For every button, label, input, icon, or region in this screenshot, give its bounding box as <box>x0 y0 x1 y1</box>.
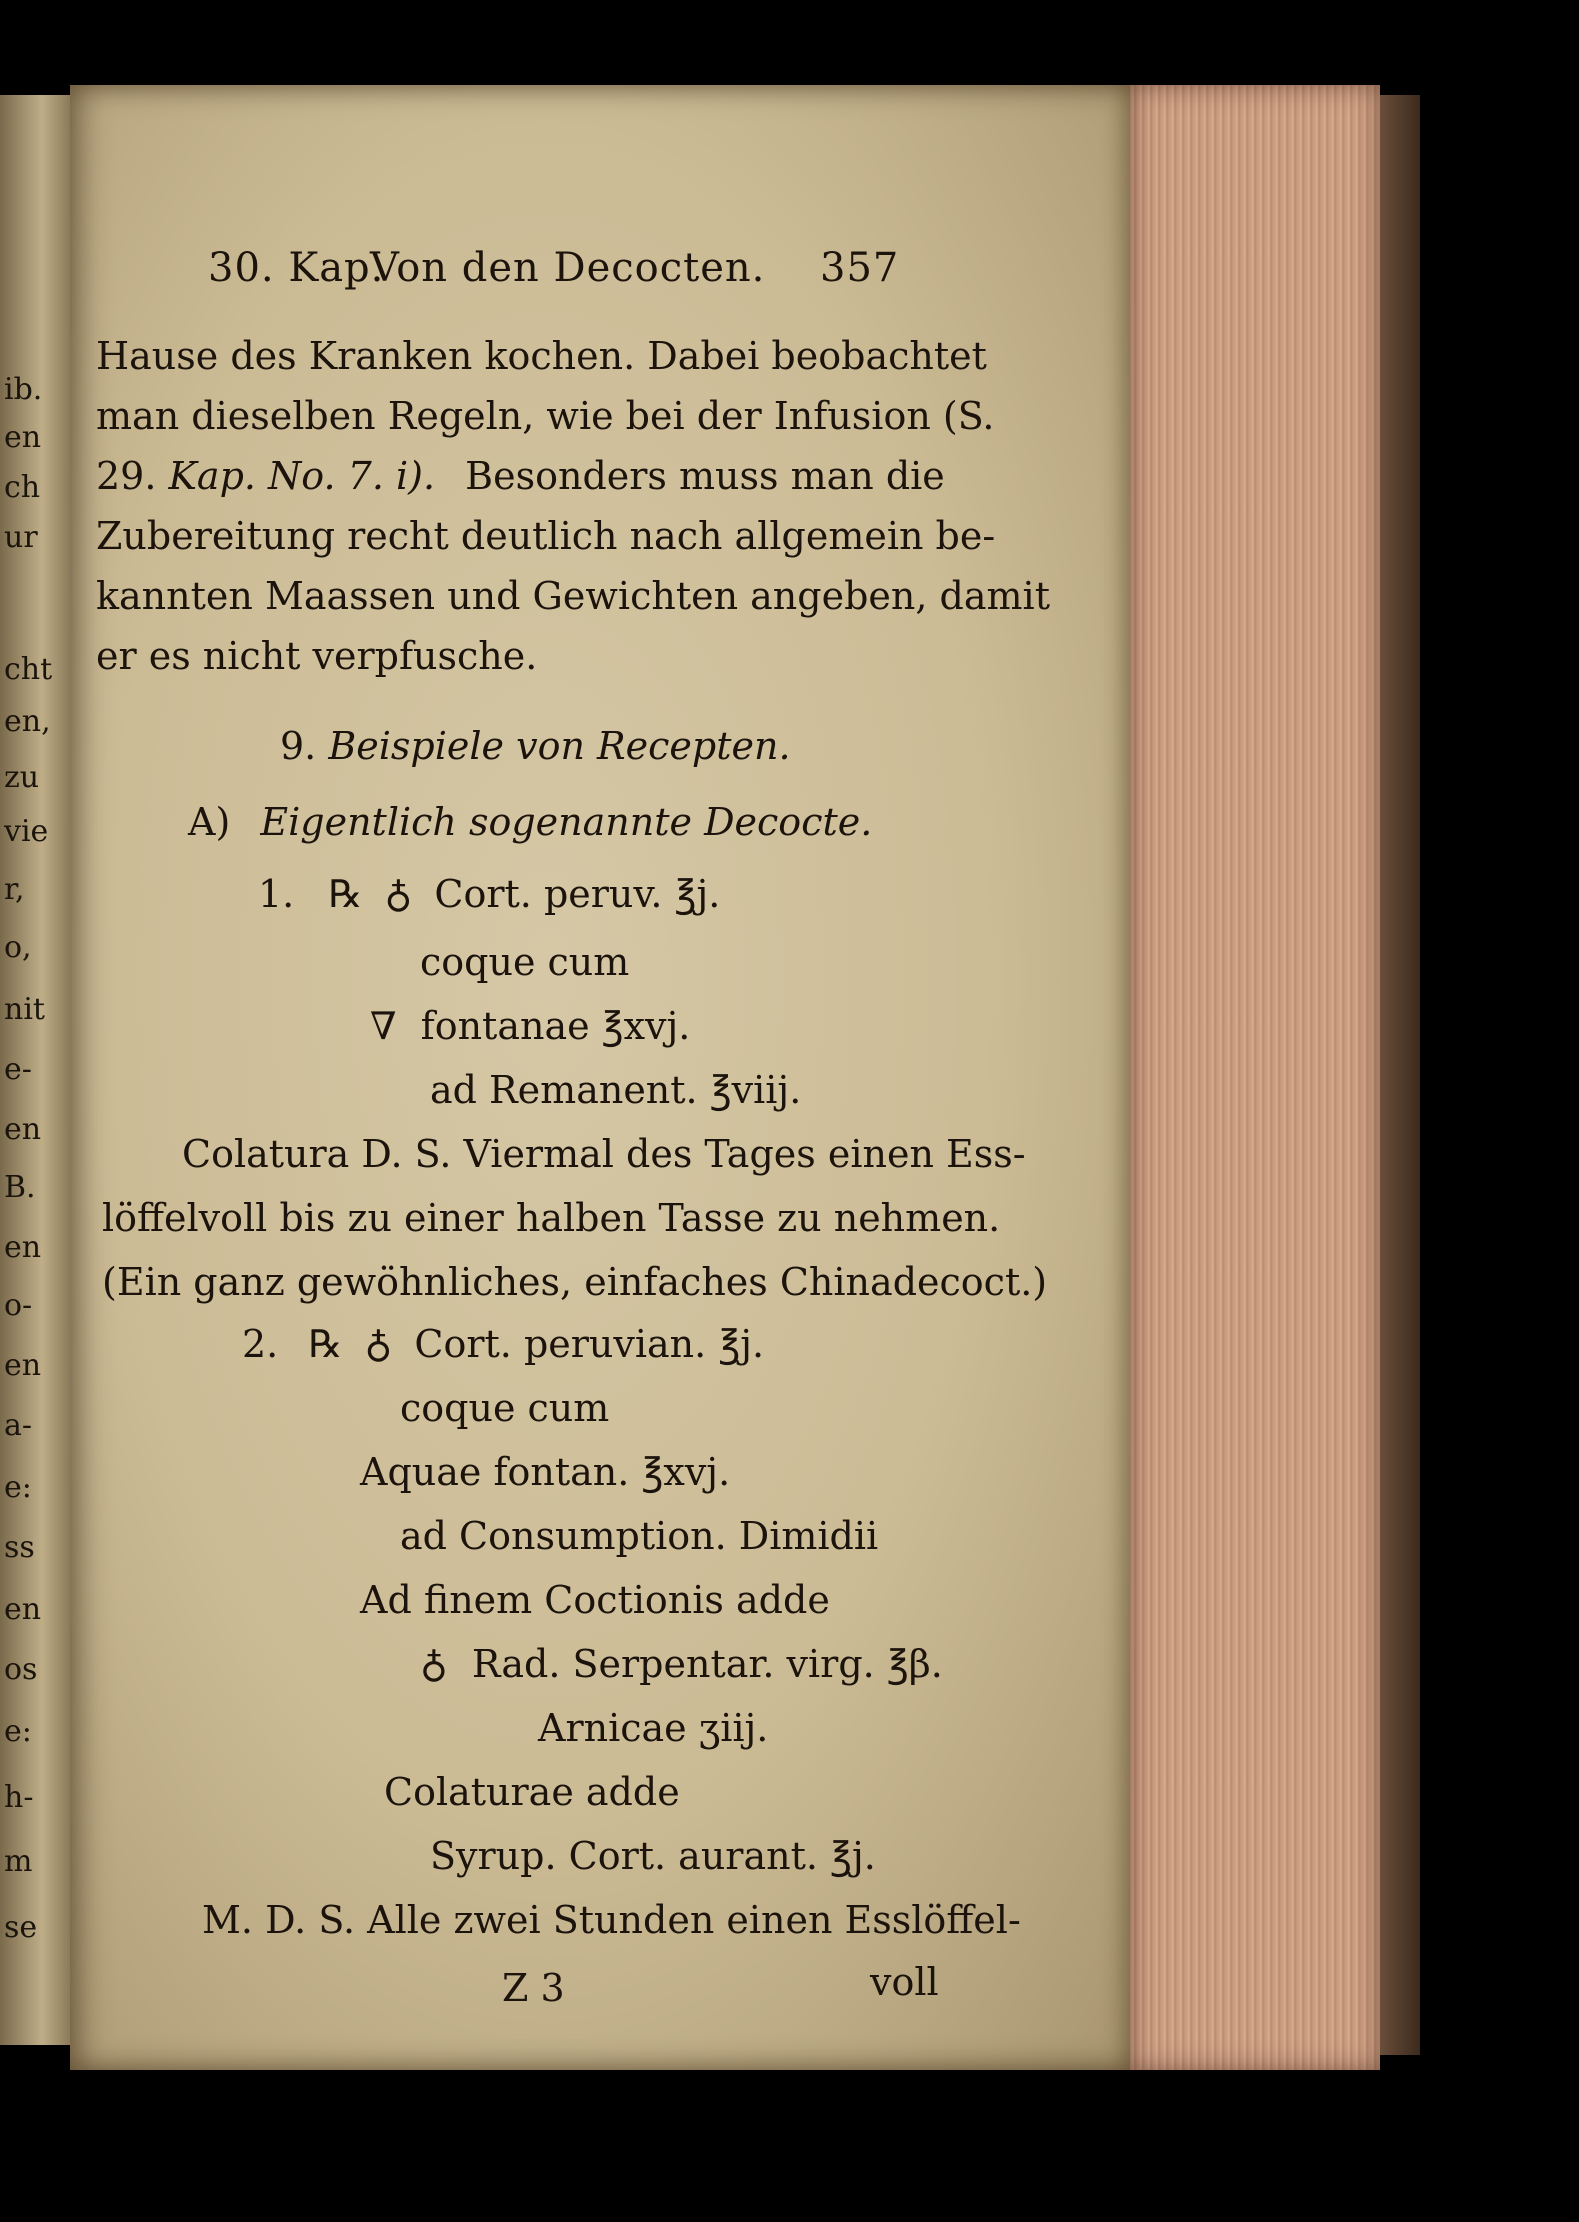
recipe-rx-symbol: ℞ <box>328 872 363 916</box>
page-block-edge <box>1130 85 1380 2070</box>
previous-page-fragment <box>0 95 70 2045</box>
catchword: voll <box>870 1960 939 2004</box>
margin-fragment: en <box>4 1592 42 1627</box>
recipe-number: 1. <box>258 872 295 916</box>
margin-fragment: zu <box>4 760 40 795</box>
body-text: Besonders muss man die <box>465 454 945 498</box>
section-heading <box>280 724 791 768</box>
margin-fragment: o- <box>4 1288 33 1323</box>
margin-fragment: nit <box>4 992 45 1027</box>
margin-fragment: cht <box>4 652 53 687</box>
recipe-line: ad Consumption. Dimidii <box>400 1514 879 1558</box>
recipe-text: Rad. Serpentar. virg. ℥β. <box>471 1642 943 1686</box>
body-ref-text: Kap. No. 7. i). <box>168 454 436 498</box>
recipe-text: fontanae ℥xvj. <box>420 1004 691 1048</box>
book-page <box>70 85 1130 2070</box>
margin-fragment: r, <box>4 872 25 907</box>
running-head-title: Von den Decocten. <box>370 245 766 291</box>
body-line: Hause des Kranken kochen. Dabei beobachtet <box>96 334 987 378</box>
margin-fragment: en <box>4 420 42 455</box>
margin-fragment: o, <box>4 930 32 965</box>
recipe-line: Syrup. Cort. aurant. ℥j. <box>430 1834 876 1878</box>
margin-fragment: B. <box>4 1170 36 1205</box>
section-number: 9. <box>280 724 317 768</box>
body-line: man dieselben Regeln, wie bei der Infusion (S. <box>96 394 995 438</box>
recipe-mark-symbol: ♁ <box>364 1322 393 1366</box>
recipe-line: Ad finem Coctionis adde <box>360 1578 830 1622</box>
subsection-title: Eigentlich sogenannte Decocte. <box>260 800 873 844</box>
margin-fragment: ss <box>4 1530 35 1565</box>
body-line: kannten Maassen und Gewichten angeben, damit <box>96 574 1050 618</box>
body-ref-num: 29. <box>96 454 157 498</box>
book-cover-edge <box>1380 95 1420 2055</box>
recipe-line <box>242 1322 765 1366</box>
margin-fragment: ib. <box>4 372 43 407</box>
recipe-text: Cort. peruvian. ℥j. <box>414 1322 765 1366</box>
recipe-line: Colatura D. S. Viermal des Tages einen Ess- <box>182 1132 1026 1176</box>
margin-fragment: ur <box>4 520 38 555</box>
margin-fragment: m <box>4 1844 33 1879</box>
water-symbol: ∇ <box>370 1004 397 1048</box>
page-number: 357 <box>820 245 900 291</box>
margin-fragment: en, <box>4 704 51 739</box>
margin-fragment: en <box>4 1112 42 1147</box>
margin-fragment: h- <box>4 1780 34 1815</box>
recipe-line <box>370 1004 691 1048</box>
recipe-line: coque cum <box>400 1386 610 1430</box>
margin-fragment: vie <box>4 814 49 849</box>
recipe-mark-symbol: ♁ <box>384 872 413 916</box>
margin-fragment: a- <box>4 1408 33 1443</box>
body-line: er es nicht verpfusche. <box>96 634 538 678</box>
section-title: Beispiele von Recepten. <box>328 724 791 768</box>
recipe-line <box>420 1642 943 1686</box>
margin-fragment: en <box>4 1230 42 1265</box>
recipe-line: ad Remanent. ℥viij. <box>430 1068 802 1112</box>
recipe-number: 2. <box>242 1322 279 1366</box>
recipe-line: löffelvoll bis zu einer halben Tasse zu nehmen. <box>102 1196 1001 1240</box>
recipe-line: coque cum <box>420 940 630 984</box>
subsection-label: A) <box>188 800 231 844</box>
margin-fragment: en <box>4 1348 42 1383</box>
margin-fragment: e: <box>4 1714 32 1749</box>
signature-mark: Z 3 <box>502 1966 565 2010</box>
margin-fragment: ch <box>4 470 41 505</box>
body-line <box>96 454 945 498</box>
recipe-rx-symbol: ℞ <box>308 1322 343 1366</box>
recipe-line: Colaturae adde <box>384 1770 680 1814</box>
margin-fragment: e- <box>4 1052 32 1087</box>
margin-fragment: os <box>4 1652 38 1687</box>
recipe-text: Cort. peruv. ℥j. <box>434 872 721 916</box>
running-head-chapter: 30. Kap. <box>208 245 385 291</box>
margin-fragment: e: <box>4 1470 32 1505</box>
recipe-line <box>258 872 721 916</box>
margin-fragment: se <box>4 1910 38 1945</box>
recipe-line: Aquae fontan. ℥xvj. <box>360 1450 731 1494</box>
subsection-heading <box>188 800 873 844</box>
body-line: Zubereitung recht deutlich nach allgemein be- <box>96 514 996 558</box>
recipe-line: M. D. S. Alle zwei Stunden einen Esslöffel- <box>202 1898 1021 1942</box>
recipe-line: Arnicae ʒiij. <box>538 1706 769 1750</box>
recipe-line: (Ein ganz gewöhnliches, einfaches Chinadecoct.) <box>102 1260 1048 1304</box>
recipe-mark-symbol: ♁ <box>420 1642 448 1686</box>
